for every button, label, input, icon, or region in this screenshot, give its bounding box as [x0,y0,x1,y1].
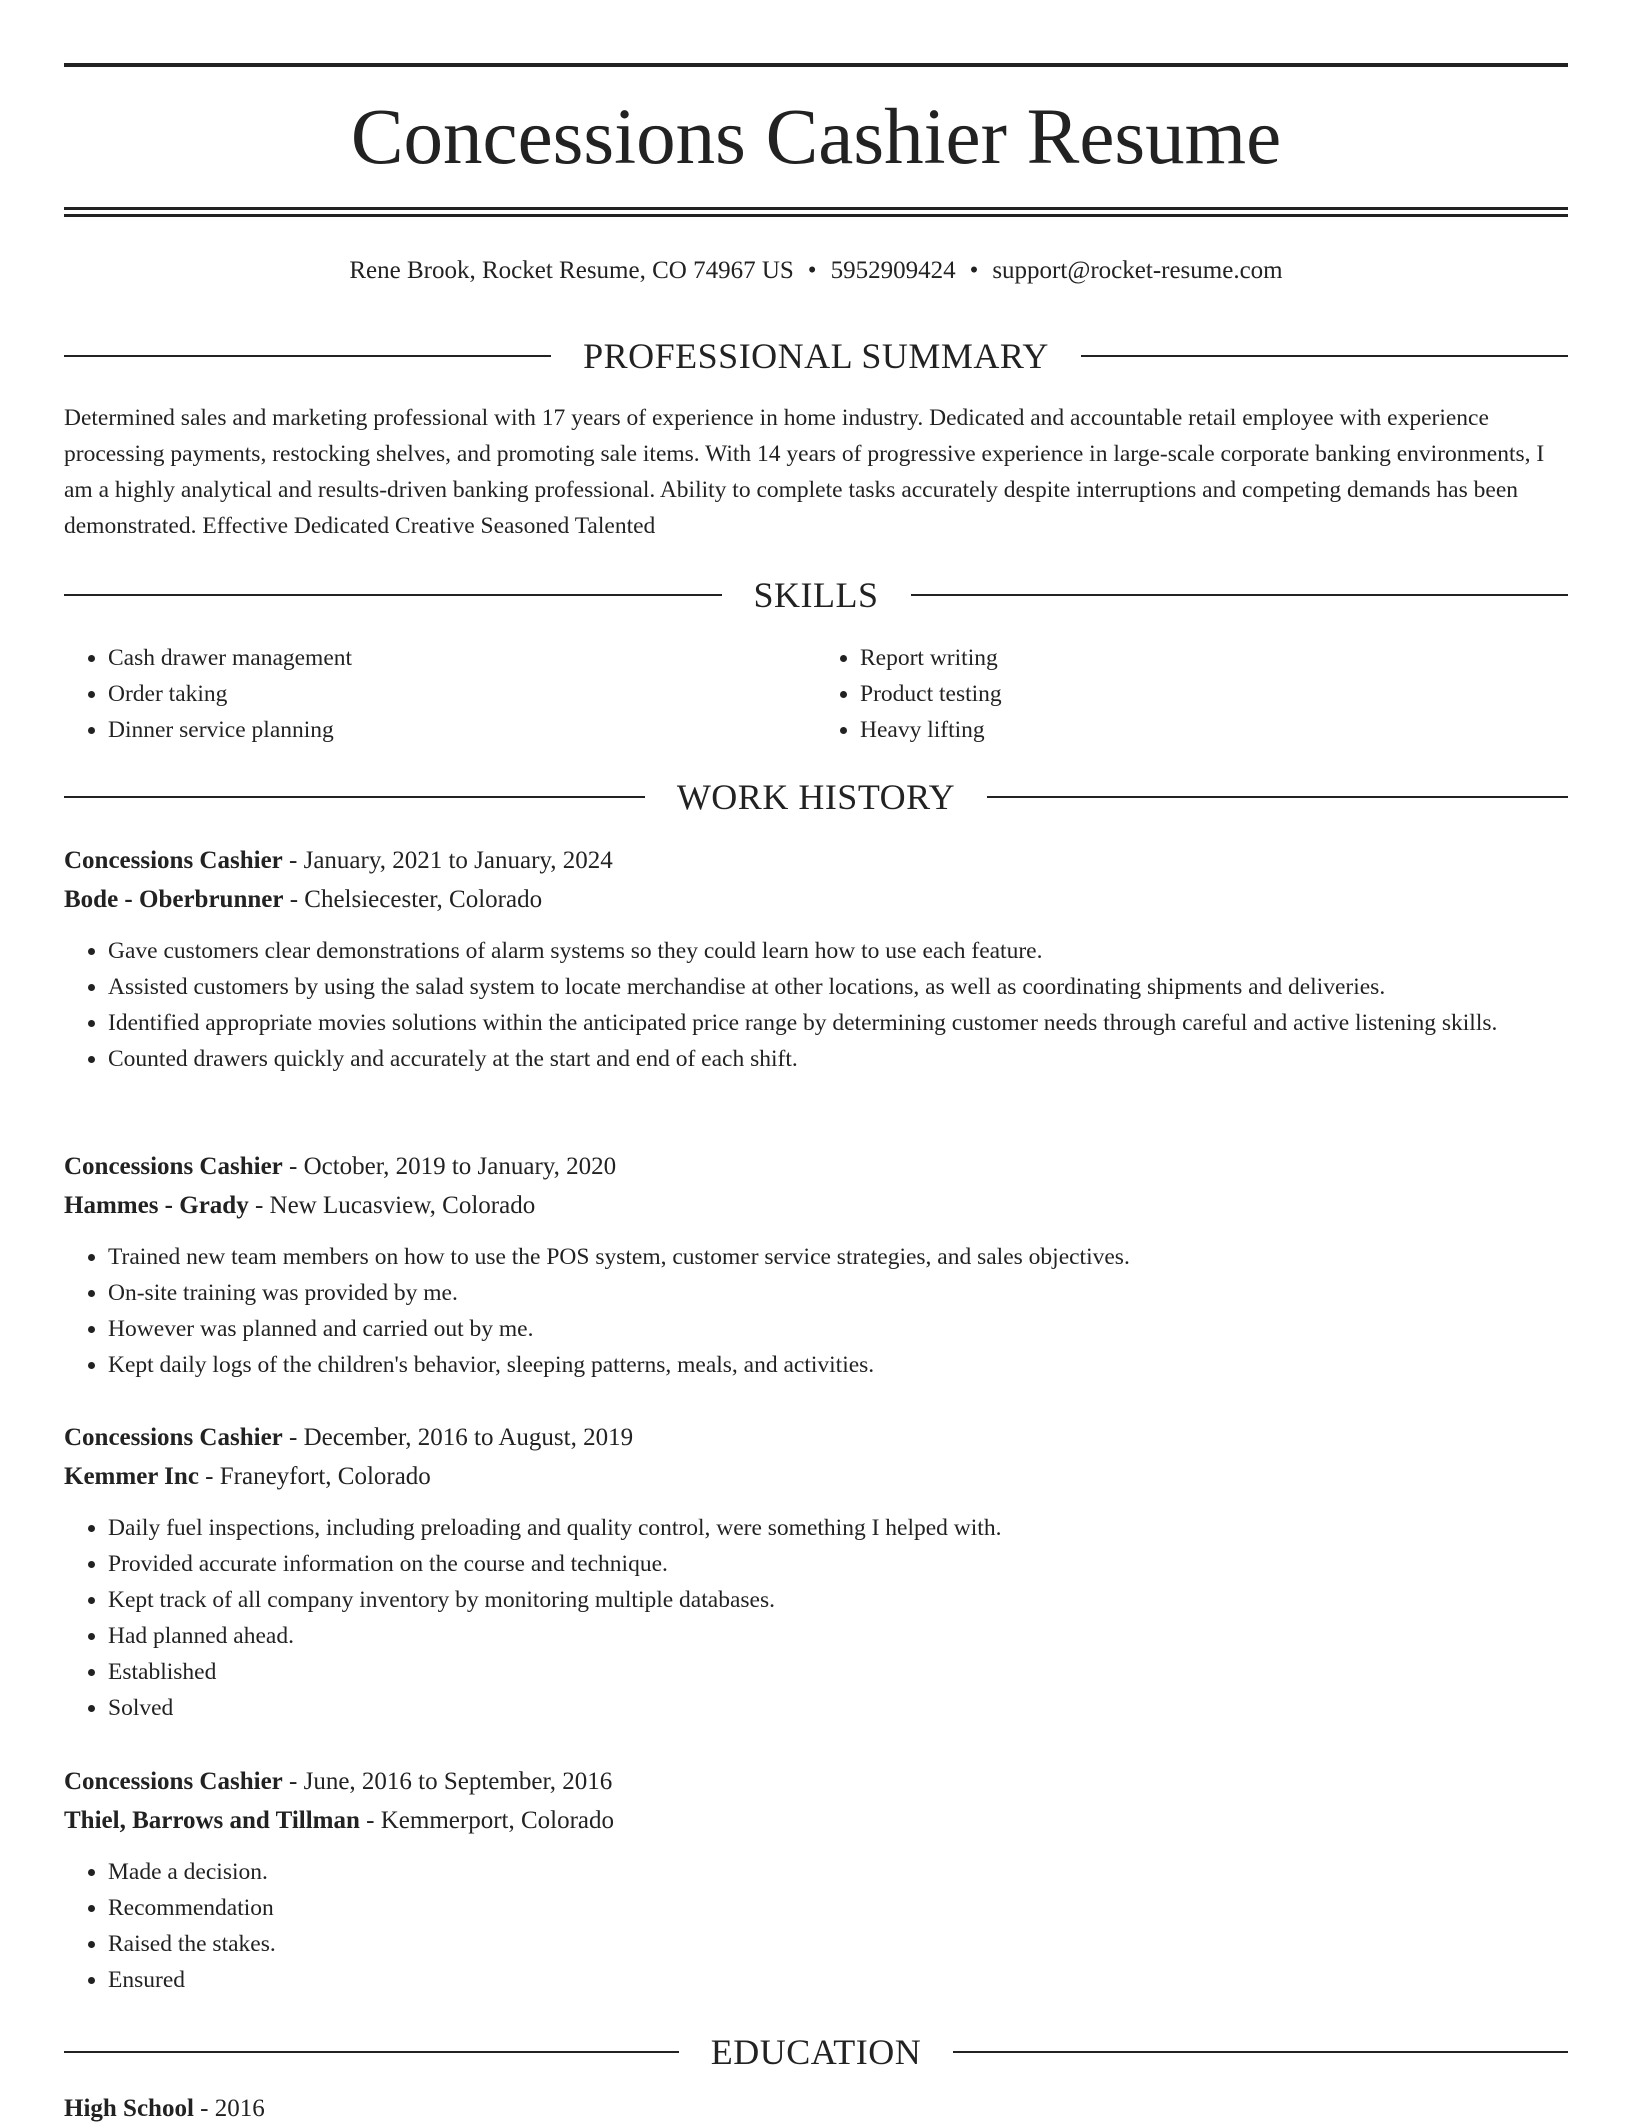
top-rule [64,63,1568,67]
job-title: Concessions Cashier [64,1424,283,1451]
job-bullet: • Counted drawers quickly and accurately at the start and end of each shift. [108,1041,1568,1077]
job-entry [64,1148,1568,1383]
job-bullet: • Provided accurate information on the course and technique. [108,1546,1568,1582]
job-bullet: • Made a decision. [108,1854,1568,1890]
skills-column-right [816,640,1568,748]
job-bullet: • Kept daily logs of the children's behavior, sleeping patterns, meals, and activities. [108,1347,1568,1383]
job-bullet: • Daily fuel inspections, including preloading and quality control, were something I helped with. [108,1510,1568,1546]
section-divider [987,796,1568,798]
contact-email: support@rocket-resume.com [992,257,1283,284]
skill-item: • Report writing [860,640,1568,676]
section-divider [64,355,551,357]
skill-item: • Product testing [860,676,1568,712]
section-divider [64,2051,679,2053]
job-company-line [64,1187,1568,1225]
section-divider [64,594,722,596]
job-bullets [64,1510,1568,1726]
job-bullet: • Established [108,1654,1568,1690]
job-entry [64,1419,1568,1726]
job-company-line [64,881,1568,919]
job-location: - Kemmerport, Colorado [359,1807,615,1834]
job-bullet: • However was planned and carried out by me. [108,1311,1568,1347]
section-divider [1081,355,1568,357]
job-bullet: • On-site training was provided by me. [108,1275,1568,1311]
skills-section-header [64,571,1568,619]
job-company-line [64,1458,1568,1496]
skills-list [64,640,1568,748]
section-title: EDUCATION [710,2032,922,2072]
section-title: SKILLS [753,575,879,615]
job-bullets [64,1854,1568,1998]
contact-separator: • [807,257,817,284]
job-bullets [64,1239,1568,1383]
skill-item: • Order taking [108,676,816,712]
education-year: - 2016 [193,2095,265,2122]
job-bullet: • Kept track of all company inventory by monitoring multiple databases. [108,1582,1568,1618]
section-title: PROFESSIONAL SUMMARY [583,336,1049,376]
job-bullets [64,933,1568,1077]
job-company: Thiel, Barrows and Tillman [64,1807,360,1834]
job-bullet: • Trained new team members on how to use the POS system, customer service strategies, and sales objectives. [108,1239,1568,1275]
education-school: High School [64,2095,194,2122]
job-dates: - January, 2021 to January, 2024 [282,847,613,874]
summary-text: Determined sales and marketing professional with 17 years of experience in home industry. Dedicated and accountable retail employee with experience processing payments, restocking shelves, and promoting sale items. With 14 years of progressive experience in large-scale corporate banking environments, I am a highly analytical and results-driven banking professional. Ability to complete tasks accurately despite interruptions and competing demands has been demonstrated. Effective Dedicated Creative Seasoned Talented [64,405,1545,539]
job-title-line [64,1148,1568,1186]
summary-section-header [64,332,1568,380]
job-company: Kemmer Inc [64,1463,199,1490]
work-section-header [64,773,1568,821]
skills-column-left [64,640,816,748]
skill-item: • Dinner service planning [108,712,816,748]
job-company: Bode - Oberbrunner [64,886,284,913]
job-title-line [64,1419,1568,1457]
job-title: Concessions Cashier [64,847,283,874]
job-location: - Franeyfort, Colorado [198,1463,431,1490]
job-dates: - October, 2019 to January, 2020 [282,1153,617,1180]
job-bullet: • Assisted customers by using the salad system to locate merchandise at other locations, as well as coordinating shipments and deliveries. [108,969,1568,1005]
contact-phone: 5952909424 [830,257,956,284]
job-location: - Chelsiecester, Colorado [283,886,543,913]
job-bullet: • Solved [108,1690,1568,1726]
job-entry [64,842,1568,1077]
job-company: Hammes - Grady [64,1192,249,1219]
job-title-line [64,1763,1568,1801]
job-company-line [64,1802,1568,1840]
resume-title: Concessions Cashier Resume [350,94,1282,181]
job-entry [64,1763,1568,1998]
job-dates: - June, 2016 to September, 2016 [282,1768,613,1795]
contact-separator: • [969,257,979,284]
job-bullet: • Identified appropriate movies solutions within the anticipated price range by determining customer needs through careful and active listening skills. [108,1005,1568,1041]
contact-line [64,254,1568,288]
section-divider [953,2051,1568,2053]
job-bullet: • Gave customers clear demonstrations of alarm systems so they could learn how to use each feature. [108,933,1568,969]
job-dates: - December, 2016 to August, 2019 [282,1424,634,1451]
job-bullet: • Ensured [108,1962,1568,1998]
job-title: Concessions Cashier [64,1768,283,1795]
section-divider [64,796,645,798]
education-entry [64,2090,265,2128]
job-location: - New Lucasview, Colorado [248,1192,536,1219]
skill-item: • Heavy lifting [860,712,1568,748]
job-title: Concessions Cashier [64,1153,283,1180]
job-bullet: • Had planned ahead. [108,1618,1568,1654]
section-title: WORK HISTORY [676,777,956,817]
skill-item: • Cash drawer management [108,640,816,676]
title-rule [64,214,1568,217]
section-divider [911,594,1569,596]
education-section-header [64,2028,1568,2076]
job-bullet: • Recommendation [108,1890,1568,1926]
job-title-line [64,842,1568,880]
contact-address: Rene Brook, Rocket Resume, CO 74967 US [349,257,794,284]
job-bullet: • Raised the stakes. [108,1926,1568,1962]
title-rule [64,207,1568,210]
